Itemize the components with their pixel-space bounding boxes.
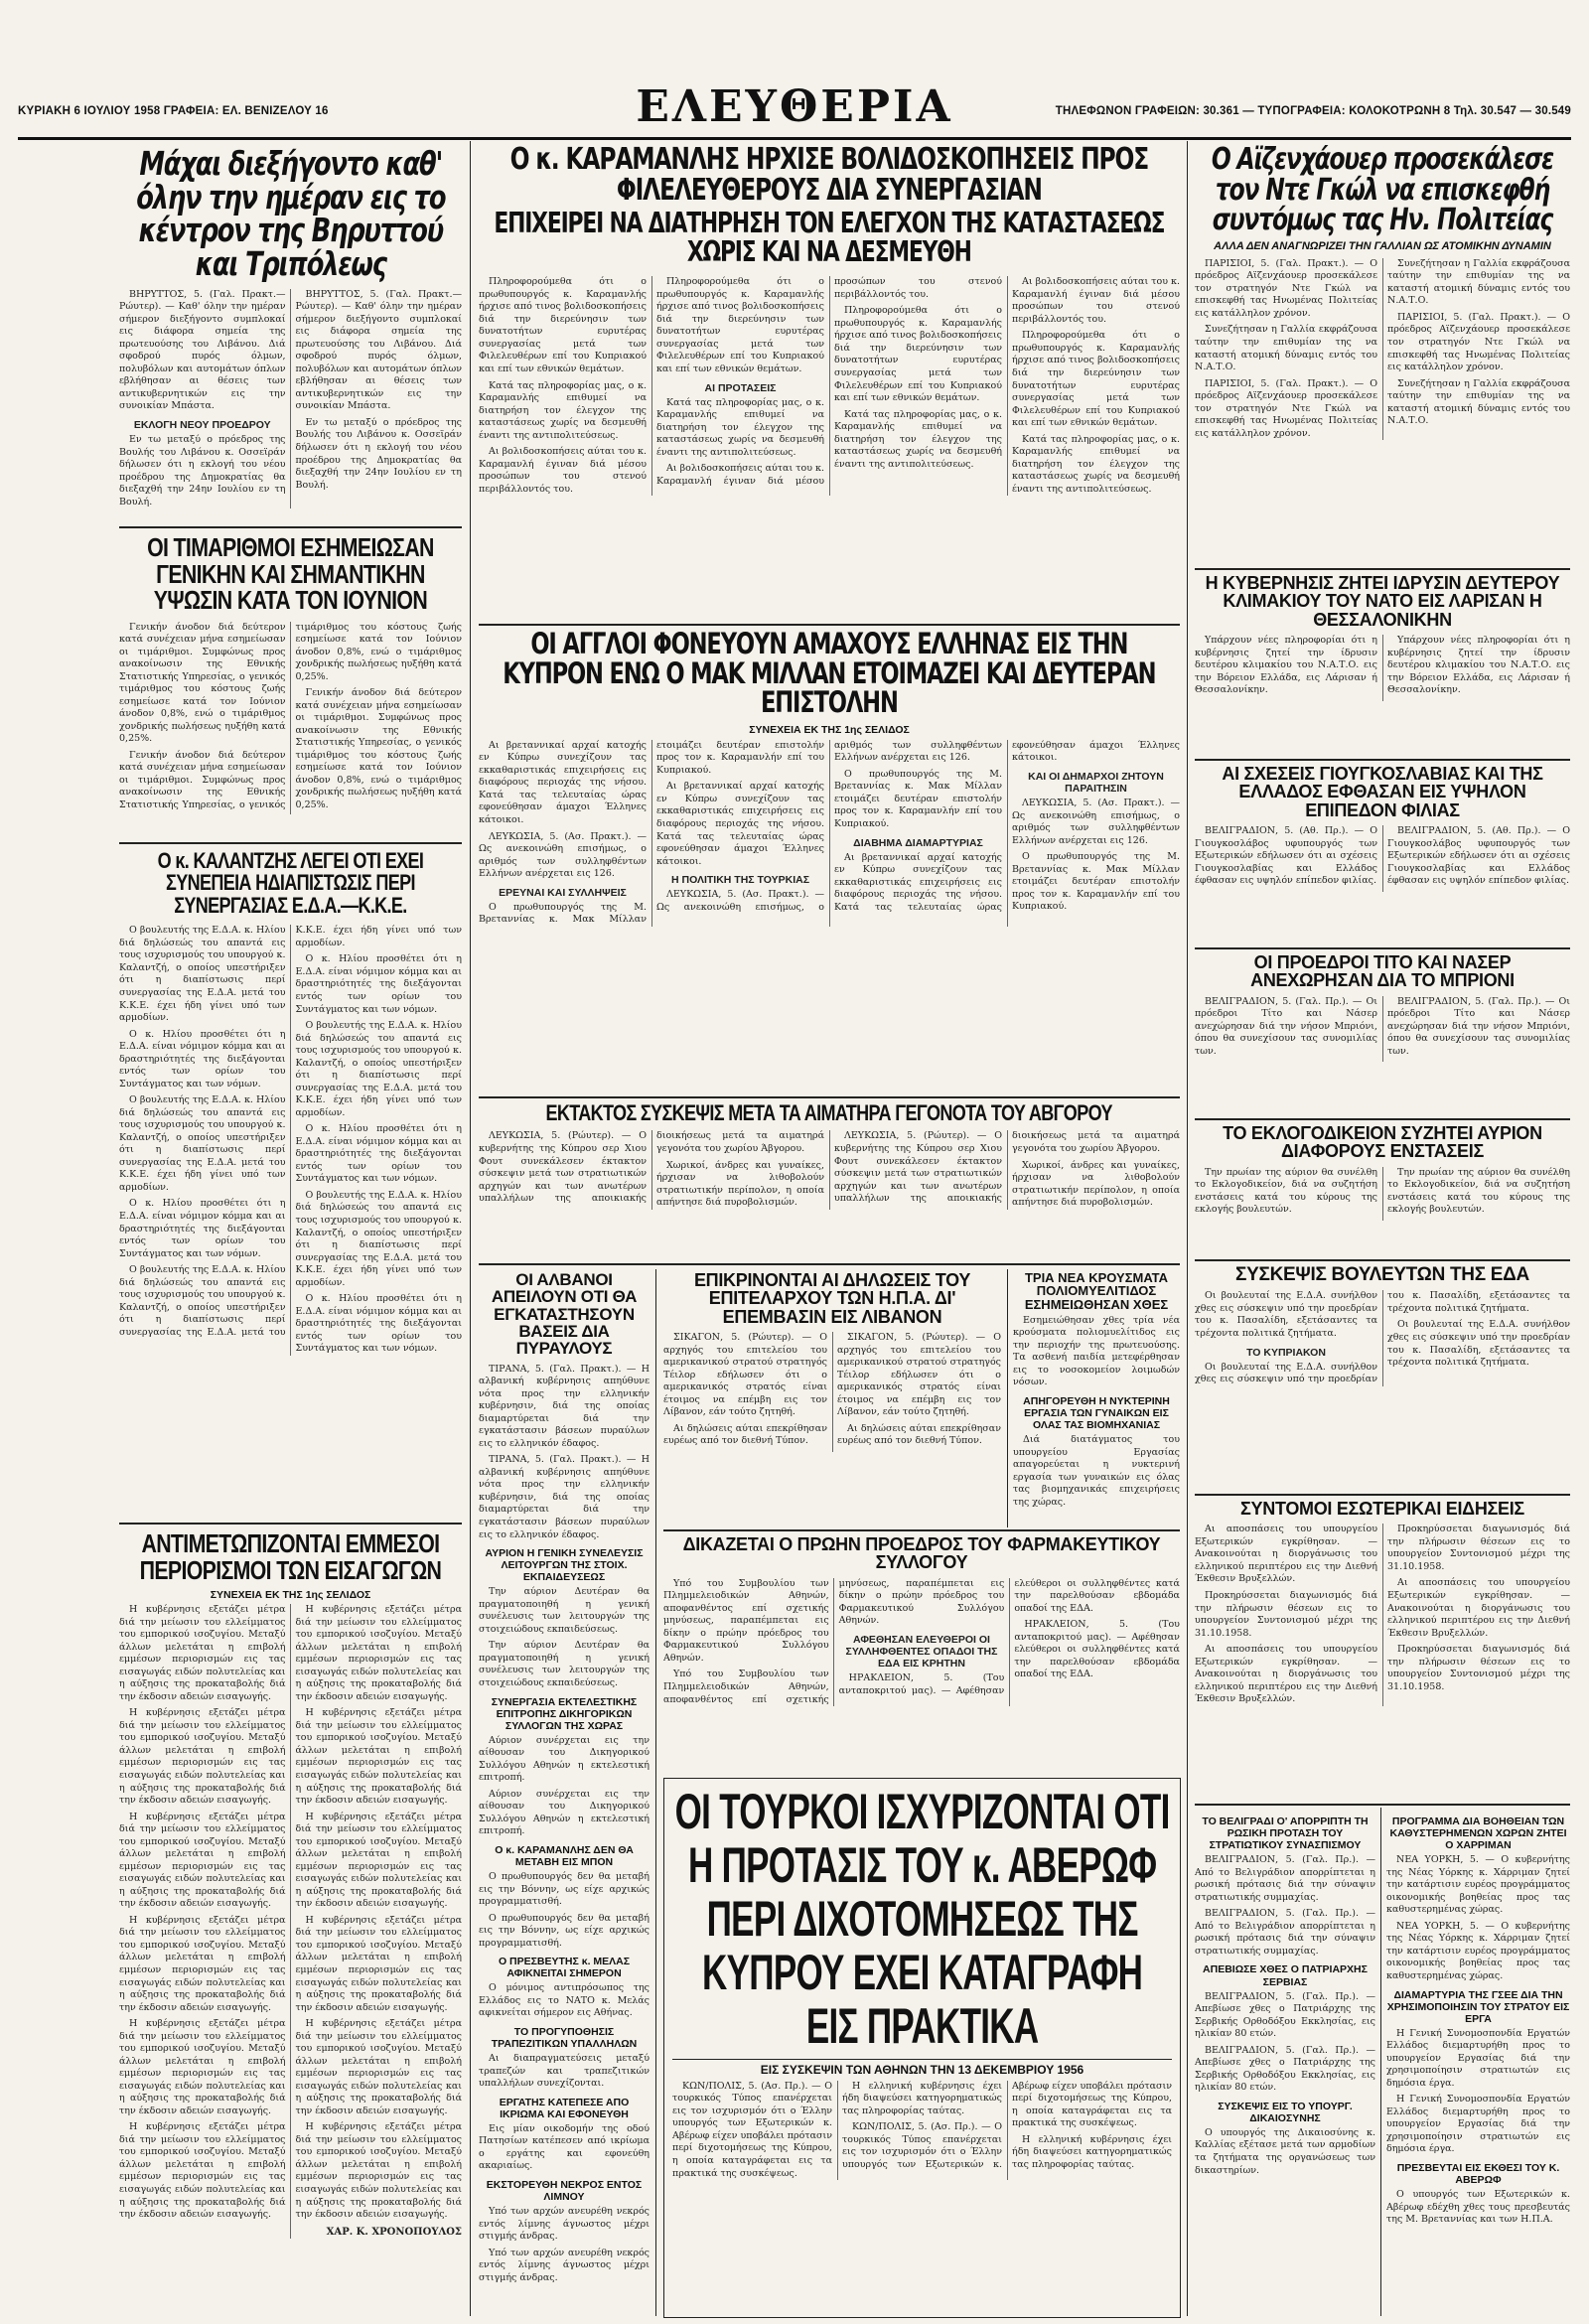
column-rule — [655, 1269, 656, 2316]
article-govt — [1195, 574, 1570, 753]
article-turks — [663, 1778, 1181, 2318]
headline: ΣΥΝΤΟΜΟΙ ΕΣΩΤΕΡΙΚΑΙ ΕΙΔΗΣΕΙΣ — [1240, 1500, 1524, 1519]
article-body: ΛΕΥΚΩΣΙΑ, 5. (Ρώυτερ). — Ο κυβερνήτης της Κύπρου σερ Χιου Φουτ συνεκάλεσεν έκτακτον σύσκεψιν μετά των στρατιωτικών αρχηγών και των ανωτέρων υπαλλήλων της αποικιακής διοικήσεως μετά τα αιματηρά γεγονότα του χωρίου Άβγορου. Χωρικοί, άνδρες και γυναίκες, ήρχισαν να λιθοβολούν στρατιωτικήν περίπολον, η οποία απήντησε διά πυροβολισμών. ΛΕΥΚΩΣΙΑ, 5. (Ρώυτερ). — Ο κυβερνήτης της Κύπρου σερ Χιου Φουτ συνεκάλεσεν έκτακτον σύσκεψιν μετά των στρατιωτικών αρχηγών και των ανωτέρων υπαλλήλων της αποικιακής διοικήσεως μετά τα αιματηρά γεγονότα του χωρίου Άβγορου. Χωρικοί, άνδρες και γυναίκες, ήρχισαν να λιθοβολούν στρατιωτικήν περίπολον, η οποία απήντησε διά πυροβολισμών. — [479, 1130, 1180, 1209]
article-yugoslavia — [1195, 765, 1570, 942]
article-body: Αι βρεταννικαί αρχαί κατοχής εν Κύπρω συνεχίζουν τας εκκαθαριστικάς επιχειρήσεις εις διαφόρους περιοχάς της νήσου. Κατά τας τελευταίας ώρας εφονεύθησαν άμαχοι Έλληνες κάτοικοι. ΛΕΥΚΩΣΙΑ, 5. (Ασ. Πρακτ.). — Ως ανεκοινώθη επισήμως, ο αριθμός των συλληφθέντων Ελλήνων ανέρχεται εις 126. ΕΡΕΥΝΑΙ ΚΑΙ ΣΥΛΛΗΨΕΙΣ Ο πρωθυπουργός της Μ. Βρεταννίας κ. Μακ Μίλλαν ετοιμάζει δευτέραν επιστολήν προς τον κ. Καραμανλήν επί του Κυπριακού. Αι βρεταννικαί αρχαί κατοχής εν Κύπρω συνεχίζουν τας εκκαθαριστικάς επιχειρήσεις εις διαφόρους περιοχάς της νήσου. Κατά τας τελευταίας ώρας εφονεύθησαν άμαχοι Έλληνες κάτοικοι. Η ΠΟΛΙΤΙΚΗ ΤΗΣ ΤΟΥΡΚΙΑΣ ΛΕΥΚΩΣΙΑ, 5. (Ασ. Πρακτ.). — Ως ανεκοινώθη επισήμως, ο αριθμός των συλληφθέντων Ελλήνων ανέρχεται εις 126. Ο πρωθυπουργός της Μ. Βρεταννίας κ. Μακ Μίλλαν ετοιμάζει δευτέραν επιστολήν προς τον κ. Καραμανλήν επί του Κυπριακού. ΔΙΑΒΗΜΑ ΔΙΑΜΑΡΤΥΡΙΑΣ Αι βρεταννικαί αρχαί κατοχής εν Κύπρω συνεχίζουν τας εκκαθαριστικάς επιχειρήσεις εις διαφόρους περιοχάς της νήσου. Κατά τας τελευταίας ώρας εφονεύθησαν άμαχοι Έλληνες κάτοικοι. ΚΑΙ ΟΙ ΔΗΜΑΡΧΟΙ ΖΗΤΟΥΝ ΠΑΡΑΙΤΗΣΙΝ ΛΕΥΚΩΣΙΑ, 5. (Ασ. Πρακτ.). — Ως ανεκοινώθη επισήμως, ο αριθμός των συλληφθέντων Ελλήνων ανέρχεται εις 126. Ο πρωθυπουργός της Μ. Βρεταννίας κ. Μακ Μίλλαν ετοιμάζει δευτέραν επιστολήν προς τον κ. Καραμανλήν επί του Κυπριακού. — [479, 739, 1180, 926]
article-body: Γενικήν άνοδον διά δεύτερον κατά συνέχειαν μήνα εσημείωσαν οι τιμάριθμοι. Συμφώνως προς ανακοίνωσιν της Εθνικής Στατιστικής Υπηρεσίας, ο γενικός τιμάριθμος του κόστους ζωής εσημείωσε κατά τον Ιούνιον άνοδον 0,8%, ενώ ο τιμάριθμος χονδρικής πωλήσεως ηυξήθη κατά 0,25%. Γενικήν άνοδον διά δεύτερον κατά συνέχειαν μήνα εσημείωσαν οι τιμάριθμοι. Συμφώνως προς ανακοίνωσιν της Εθνικής Στατιστικής Υπηρεσίας, ο γενικός τιμάριθμος του κόστους ζωής εσημείωσε κατά τον Ιούνιον άνοδον 0,8%, ενώ ο τιμάριθμος χονδρικής πωλήσεως ηυξήθη κατά 0,25%. Γενικήν άνοδον διά δεύτερον κατά συνέχειαν μήνα εσημείωσαν οι τιμάριθμοι. Συμφώνως προς ανακοίνωσιν της Εθνικής Στατιστικής Υπηρεσίας, ο γενικός τιμάριθμος του κόστους ζωής εσημείωσε κατά τον Ιούνιον άνοδον 0,8%, ενώ ο τιμάριθμος χονδρικής πωλήσεως ηυξήθη κατά 0,25%. — [119, 621, 462, 810]
article-body: Οι βουλευταί της Ε.Δ.Α. συνήλθον χθες εις σύσκεψιν υπό την προεδρίαν του κ. Πασαλίδη, εξετάσαντες τα τρέχοντα πολιτικά ζητήματα. ΤΟ ΚΥΠΡΙΑΚΟΝ Οι βουλευταί της Ε.Δ.Α. συνήλθον χθες εις σύσκεψιν υπό την προεδρίαν του κ. Πασαλίδη, εξετάσαντες τα τρέχοντα πολιτικά ζητήματα. Οι βουλευταί της Ε.Δ.Α. συνήλθον χθες εις σύσκεψιν υπό την προεδρίαν του κ. Πασαλίδη, εξετάσαντες τα τρέχοντα πολιτικά ζητήματα. — [1195, 1290, 1570, 1385]
divider — [479, 624, 1180, 626]
article-aid: ΠΡΟΓΡΑΜΜΑ ΔΙΑ ΒΟΗΘΕΙΑΝ ΤΩΝ ΚΑΘΥΣΤΕΡΗΜΕΝΩΝ ΧΩΡΩΝ ΖΗΤΕΙ Ο ΧΑΡΡΙΜΑΝ ΝΕΑ ΥΟΡΚΗ, 5. — Ο κυβερνήτης της Νέας Υόρκης κ. Χάρριμαν ζητεί την κατάρτισιν ευρέος προγράμματος οικονομικής βοηθείας προς τας καθυστερημένας χώρας. ΝΕΑ ΥΟΡΚΗ, 5. — Ο κυβερνήτης της Νέας Υόρκης κ. Χάρριμαν ζητεί την κατάρτισιν ευρέος προγράμματος οικονομικής βοηθείας προς τας καθυστερημένας χώρας. ΔΙΑΜΑΡΤΥΡΙΑ ΤΗΣ ΓΣΕΕ ΔΙΑ ΤΗΝ ΧΡΗΣΙΜΟΠΟΙΗΣΙΝ ΤΟΥ ΣΤΡΑΤΟΥ ΕΙΣ ΕΡΓΑ Η Γενική Συνομοσπονδία Εργατών Ελλάδος διεμαρτυρήθη προς το υπουργείον Εργασίας διά την χρησιμοποίησιν στρατιωτών εις δημόσια έργα. Η Γενική Συνομοσπονδία Εργατών Ελλάδος διεμαρτυρήθη προς το υπουργείον Εργασίας διά την χρησιμοποίησιν στρατιωτών εις δημόσια έργα. ΠΡΕΣΒΕΥΤΑΙ ΕΙΣ ΕΚΘΕΣΙ ΤΟΥ Κ. ΑΒΕΡΩΦ Ο υπουργός των Εξωτερικών κ. Αβέρωφ εδέχθη χθες τους πρεσβευτάς της Μ. Βρεταννίας και των Η.Π.Α. — [1386, 1816, 1570, 2226]
factories-headline: ΑΠΗΓΟΡΕΥΘΗ Η ΝΥΚΤΕΡΙΝΗ ΕΡΓΑΣΙΑ ΤΩΝ ΓΥΝΑΙΚΩΝ ΕΙΣ ΟΛΑΣ ΤΑΣ ΒΙΟΜΗΧΑΝΙΑΣ — [1023, 1394, 1170, 1432]
subheadline: ΑΛΛΑ ΔΕΝ ΑΝΑΓΝΩΡΙΖΕΙ ΤΗΝ ΓΑΛΛΙΑΝ ΩΣ ΑΤΟΜΙΚΗΝ ΔΥΝΑΜΙΝ — [1214, 239, 1551, 252]
article-tito — [1195, 953, 1570, 1112]
article-avgorou — [479, 1102, 1180, 1257]
article-karamanlis — [479, 145, 1180, 618]
headline: Ο κ. ΚΑΡΑΜΑΝΛΗΣ ΗΡΧΙΣΕ ΒΟΛΙΔΟΣΚΟΠΗΣΕΙΣ ΠΡΟΣ ΦΙΛΕΛΕΥΘΕΡΟΥΣ ΔΙΑ ΣΥΝΕΡΓΑΣΙΑΝ — [509, 145, 1149, 208]
article-body: Ο βουλευτής της Ε.Δ.Α. κ. Ηλίου διά δηλώσεώς του απαντά εις τους ισχυρισμούς του υπουργού κ. Καλαντζή, ο οποίος υπεστήριξεν ότι η διαπίστωσις περί συνεργασίας της Ε.Δ.Α. μετά του Κ.Κ.Ε. έχει ήδη γίνει υπό των αρμοδίων. Ο κ. Ηλίου προσθέτει ότι η Ε.Δ.Α. είναι νόμιμον κόμμα και αι δραστηριότητές της διεξάγονται εντός των ορίων του Συντάγματος και των νόμων. Ο βουλευτής της Ε.Δ.Α. κ. Ηλίου διά δηλώσεώς του απαντά εις τους ισχυρισμούς του υπουργού κ. Καλαντζή, ο οποίος υπεστήριξεν ότι η διαπίστωσις περί συνεργασίας της Ε.Δ.Α. μετά του Κ.Κ.Ε. έχει ήδη γίνει υπό των αρμοδίων. Ο κ. Ηλίου προσθέτει ότι η Ε.Δ.Α. είναι νόμιμον κόμμα και αι δραστηριότητές της διεξάγονται εντός των ορίων του Συντάγματος και των νόμων. Ο βουλευτής της Ε.Δ.Α. κ. Ηλίου διά δηλώσεώς του απαντά εις τους ισχυρισμούς του υπουργού κ. Καλαντζή, ο οποίος υπεστήριξεν ότι η διαπίστωσις περί συνεργασίας της Ε.Δ.Α. μετά του Κ.Κ.Ε. έχει ήδη γίνει υπό των αρμοδίων. Ο κ. Ηλίου προσθέτει ότι η Ε.Δ.Α. είναι νόμιμον κόμμα και αι δραστηριότητές της διεξάγονται εντός των ορίων του Συντάγματος και των νόμων. Ο βουλευτής της Ε.Δ.Α. κ. Ηλίου διά δηλώσεώς του απαντά εις τους ισχυρισμούς του υπουργού κ. Καλαντζή, ο οποίος υπεστήριξεν ότι η διαπίστωσις περί συνεργασίας της Ε.Δ.Α. μετά του Κ.Κ.Ε. έχει ήδη γίνει υπό των αρμοδίων. Ο κ. Ηλίου προσθέτει ότι η Ε.Δ.Α. είναι νόμιμον κόμμα και αι δραστηριότητές της διεξάγονται εντός των ορίων του Συντάγματος και των νόμων. Ο βουλευτής της Ε.Δ.Α. κ. Ηλίου διά δηλώσεώς του απαντά εις τους ισχυρισμούς του υπουργού κ. Καλαντζή, ο οποίος υπεστήριξεν ότι η διαπίστωσις περί συνεργασίας της Ε.Δ.Α. μετά του Κ.Κ.Ε. έχει ήδη γίνει υπό των αρμοδίων. Ο κ. Ηλίου προσθέτει ότι η Ε.Δ.Α. είναι νόμιμον κόμμα και αι δραστηριότητές της διεξάγονται εντός των ορίων του Συντάγματος και των νόμων. — [119, 925, 462, 1355]
article-body: ΠΑΡΙΣΙΟΙ, 5. (Γαλ. Πρακτ.). — Ο πρόεδρος Αϊζενχάουερ προσεκάλεσε τον στρατηγόν Ντε Γκώλ να επισκεφθή τας Ηνωμένας Πολιτείας εις κατάλληλον χρόνον. Συνεζήτησαν η Γαλλία εκφράζουσα ταύτην την επιθυμίαν της να καταστή ατομική δύναμις εντός του Ν.Α.Τ.Ο. ΠΑΡΙΣΙΟΙ, 5. (Γαλ. Πρακτ.). — Ο πρόεδρος Αϊζενχάουερ προσεκάλεσε τον στρατηγόν Ντε Γκώλ να επισκεφθή τας Ηνωμένας Πολιτείας εις κατάλληλον χρόνον. Συνεζήτησαν η Γαλλία εκφράζουσα ταύτην την επιθυμίαν της να καταστή ατομική δύναμις εντός του Ν.Α.Τ.Ο. ΠΑΡΙΣΙΟΙ, 5. (Γαλ. Πρακτ.). — Ο πρόεδρος Αϊζενχάουερ προσεκάλεσε τον στρατηγόν Ντε Γκώλ να επισκεφθή τας Ηνωμένας Πολιτείας εις κατάλληλον χρόνον. Συνεζήτησαν η Γαλλία εκφράζουσα ταύτην την επιθυμίαν της να καταστή ατομική δύναμις εντός του Ν.Α.Τ.Ο. — [1195, 257, 1570, 439]
continued-label: ΣΥΝΕΧΕΙΑ ΕΚ ΤΗΣ 1ης ΣΕΛΙΔΟΣ — [210, 1589, 371, 1602]
divider — [479, 1096, 1180, 1098]
divider — [1195, 1259, 1570, 1261]
column-rule — [1380, 1808, 1381, 2316]
article-body: ΒΗΡΥΤΤΟΣ, 5. (Γαλ. Πρακτ.— Ρώυτερ). — Καθ' όλην την ημέραν σήμερον διεξήγοντο συμπλοκαί εις διάφορα σημεία της πρωτευούσης του Λιβάνου. Διά σφοδρού πυρός όλμων, πολυβόλων και αυτομάτων όπλων εβλήθησαν αι θέσεις των αντικυβερνητικών εις την συνοικίαν Μπάστα. ΕΚΛΟΓΗ ΝΕΟΥ ΠΡΟΕΔΡΟΥ Εν τω μεταξύ ο πρόεδρος της Βουλής του Λιβάνου κ. Οσσεϊράν δήλωσεν ότι η εκλογή του νέου προέδρου της Δημοκρατίας θα διεξαχθή την 24ην Ιουλίου εν τη Βουλή. ΒΗΡΥΤΤΟΣ, 5. (Γαλ. Πρακτ.— Ρώυτερ). — Καθ' όλην την ημέραν σήμερον διεξήγοντο συμπλοκαί εις διάφορα σημεία της πρωτευούσης του Λιβάνου. Διά σφοδρού πυρός όλμων, πολυβόλων και αυτομάτων όπλων εβλήθησαν αι θέσεις των αντικυβερνητικών εις την συνοικίαν Μπάστα. Εν τω μεταξύ ο πρόεδρος της Βουλής του Λιβάνου κ. Οσσεϊράν δήλωσεν ότι η εκλογή του νέου προέδρου της Δημοκρατίας θα διεξαχθή την 24ην Ιουλίου εν τη Βουλή. — [119, 288, 462, 508]
article-pharma — [663, 1535, 1180, 1770]
divider — [663, 1529, 1180, 1531]
justice-headline: ΣΥΣΚΕΨΙΣ ΕΙΣ ΤΟ ΥΠΟΥΡΓ. ΔΙΚΑΙΟΣΥΝΗΣ — [1218, 2100, 1353, 2124]
signature: ΧΑΡ. Κ. ΧΡΟΝΟΠΟΥΛΟΣ — [326, 2226, 462, 2238]
divider — [119, 1523, 462, 1525]
subheadline: ΕΙΣ ΣΥΣΚΕΨΙΝ ΤΩΝ ΑΘΗΝΩΝ ΤΗΝ 13 ΔΕΚΕΜΒΡΙΟΥ 1956 — [672, 2059, 1172, 2078]
headline: ΑΙ ΣΧΕΣΕΙΣ ΓΙΟΥΓΚΟΣΛΑΒΙΑΣ ΚΑΙ ΤΗΣ ΕΛΛΑΔΟΣ ΕΦΘΑΣΑΝ ΕΙΣ ΥΨΗΛΟΝ ΕΠΙΠΕΔΟΝ ΦΙΛΙΑΣ — [1222, 765, 1543, 820]
headline: Η ΚΥΒΕΡΝΗΣΙΣ ΖΗΤΕΙ ΙΔΡΥΣΙΝ ΔΕΥΤΕΡΟΥ ΚΛΙΜΑΚΙΟΥ ΤΟΥ ΝΑΤΟ ΕΙΣ ΛΑΡΙΣΑΝ Η ΘΕΣΣΑΛΟΝΙΚΗΝ — [1205, 574, 1560, 630]
newspaper-title: ΕΛΕΥΘΕΡΙΑ — [636, 81, 953, 132]
column-rule — [1007, 1269, 1008, 1527]
article-body: ΒΕΛΙΓΡΑΔΙΟΝ, 5. (Αθ. Πρ.). — Ο Γιουγκοσλάβος υφυπουργός των Εξωτερικών εδήλωσεν ότι αι σχέσεις Γιουγκοσλαβίας και Ελλάδος έφθασαν εις υψηλόν επίπεδον φιλίας. ΒΕΛΙΓΡΑΔΙΟΝ, 5. (Αθ. Πρ.). — Ο Γιουγκοσλάβος υφυπουργός των Εξωτερικών εδήλωσεν ότι αι σχέσεις Γιουγκοσλαβίας και Ελλάδος έφθασαν εις υψηλόν επίπεδον φιλίας. — [1195, 825, 1570, 887]
masthead — [18, 81, 1571, 140]
headline: ΑΝΤΙΜΕΤΩΠΙΖΟΝΤΑΙ ΕΜΜΕΣΟΙ ΠΕΡΙΟΡΙΣΜΟΙ ΤΩΝ ΕΙΣΑΓΩΓΩΝ — [139, 1530, 442, 1585]
column-rule — [470, 141, 471, 2316]
article-body: Πληροφορούμεθα ότι ο πρωθυπουργός κ. Καραμανλής ήρχισε από τινος βολιδοσκοπήσεις διά την διερεύνησιν των δυνατοτήτων ευρυτέρας συνεργασίας μετά των Φιλελευθέρων επί του Κυπριακού και επί των εθνικών θεμάτων. Κατά τας πληροφορίας μας, ο κ. Καραμανλής επιθυμεί να διατηρήση τον έλεγχον της καταστάσεως χωρίς να δεσμευθή έναντι της αντιπολιτεύσεως. Αι βολιδοσκοπήσεις αύται του κ. Καραμανλή έγιναν διά μέσου προσώπων του στενού περιβάλλοντός του. Πληροφορούμεθα ότι ο πρωθυπουργός κ. Καραμανλής ήρχισε από τινος βολιδοσκοπήσεις διά την διερεύνησιν των δυνατοτήτων ευρυτέρας συνεργασίας μετά των Φιλελευθέρων επί του Κυπριακού και επί των εθνικών θεμάτων. ΑΙ ΠΡΟΤΑΣΕΙΣ Κατά τας πληροφορίας μας, ο κ. Καραμανλής επιθυμεί να διατηρήση τον έλεγχον της καταστάσεως χωρίς να δεσμευθή έναντι της αντιπολιτεύσεως. Αι βολιδοσκοπήσεις αύται του κ. Καραμανλή έγιναν διά μέσου προσώπων του στενού περιβάλλοντός του. Πληροφορούμεθα ότι ο πρωθυπουργός κ. Καραμανλής ήρχισε από τινος βολιδοσκοπήσεις διά την διερεύνησιν των δυνατοτήτων ευρυτέρας συνεργασίας μετά των Φιλελευθέρων επί του Κυπριακού και επί των εθνικών θεμάτων. Κατά τας πληροφορίας μας, ο κ. Καραμανλής επιθυμεί να διατηρήση τον έλεγχον της καταστάσεως χωρίς να δεσμευθή έναντι της αντιπολιτεύσεως. Αι βολιδοσκοπήσεις αύται του κ. Καραμανλή έγιναν διά μέσου προσώπων του στενού περιβάλλοντός του. Πληροφορούμεθα ότι ο πρωθυπουργός κ. Καραμανλής ήρχισε από τινος βολιδοσκοπήσεις διά την διερεύνησιν των δυνατοτήτων ευρυτέρας συνεργασίας μετά των Φιλελευθέρων επί του Κυπριακού και επί των εθνικών θεμάτων. Κατά τας πληροφορίας μας, ο κ. Καραμανλής επιθυμεί να διατηρήση τον έλεγχον της καταστάσεως χωρίς να δεσμευθή έναντι της αντιπολιτεύσεως. — [479, 276, 1180, 495]
headline: ΕΠΙΚΡΙΝΟΝΤΑΙ ΑΙ ΔΗΛΩΣΕΙΣ ΤΟΥ ΕΠΙΤΕΛΑΡΧΟΥ ΤΩΝ Η.Π.Α. ΔΙ' ΕΠΕΜΒΑΣΙΝ ΕΙΣ ΛΙΒΑΝΟΝ — [693, 1271, 971, 1327]
divider — [479, 1263, 1180, 1265]
article-body: Εσημειώθησαν χθες τρία νέα κρούσματα πολιομυελίτιδος εις την περιοχήν της πρωτευούσης. Τα ασθενή παιδία μετεφέρθησαν εις το νοσοκομείον λοιμωδών νόσων. — [1013, 1314, 1180, 1388]
subheadline: ΕΠΙΧΕΙΡΕΙ ΝΑ ΔΙΑΤΗΡΗΣΗ ΤΟΝ ΕΛΕΓΧΟΝ ΤΗΣ ΚΑΤΑΣΤΑΣΕΩΣ ΧΩΡΙΣ ΚΑΙ ΝΑ ΔΕΣΜΕΥΘΗ — [494, 207, 1165, 268]
article-body: ΣΙΚΑΓΟΝ, 5. (Ρώυτερ). — Ο αρχηγός του επιτελείου του αμερικανικού στρατού στρατηγός Τέιλορ εδήλωσεν ότι ο αμερικανικός στρατός είναι έτοιμος να επέμβη εις τον Λίβανον, εάν τούτο ζητηθή. Αι δηλώσεις αύται επεκρίθησαν ευρέως από τον διεθνή Τύπον. ΣΙΚΑΓΟΝ, 5. (Ρώυτερ). — Ο αρχηγός του επιτελείου του αμερικανικού στρατού στρατηγός Τέιλορ εδήλωσεν ότι ο αμερικανικός στρατός είναι έτοιμος να επέμβη εις τον Λίβανον, εάν τούτο ζητηθή. Αι δηλώσεις αύται επεκρίθησαν ευρέως από τον διεθνή Τύπον. — [663, 1332, 1001, 1447]
article-body: ΚΩΝ/ΠΟΛΙΣ, 5. (Ασ. Πρ.). — Ο τουρκικός Τύπος επανέρχεται εις τον ισχυρισμόν ότι ο Έλλην υπουργός των Εξωτερικών κ. Αβέρωφ είχεν υποβάλει πρότασιν περί διχοτομήσεως της Κύπρου, η οποία καταγράφεται εις τα πρακτικά της συσκέψεως. Η ελληνική κυβέρνησις έχει ήδη διαψεύσει κατηγορηματικώς τας πληροφορίας ταύτας. ΚΩΝ/ΠΟΛΙΣ, 5. (Ασ. Πρ.). — Ο τουρκικός Τύπος επανέρχεται εις τον ισχυρισμόν ότι ο Έλλην υπουργός των Εξωτερικών κ. Αβέρωφ είχεν υποβάλει πρότασιν περί διχοτομήσεως της Κύπρου, η οποία καταγράφεται εις τα πρακτικά της συσκέψεως. Η ελληνική κυβέρνησις έχει ήδη διαψεύσει κατηγορηματικώς τας πληροφορίας ταύτας. — [672, 2080, 1172, 2179]
headline: ΟΙ ΤΟΥΡΚΟΙ ΙΣΧΥΡΙΖΟΝΤΑΙ ΟΤΙ Η ΠΡΟΤΑΣΙΣ ΤΟΥ κ. ΑΒΕΡΩΦ ΠΕΡΙ ΔΙΧΟΤΟΜΗΣΕΩΣ ΤΗΣ ΚΥΠΡΟΥ ΕΧΕΙ ΚΑΤΑΓΡΑΦΗ ΕΙΣ ΠΡΑΚΤΙΚΑ — [674, 1784, 1170, 2054]
article-us-envoy — [663, 1271, 1001, 1520]
gsee-headline: ΔΙΑΜΑΡΤΥΡΙΑ ΤΗΣ ΓΣΕΕ ΔΙΑ ΤΗΝ ΧΡΗΣΙΜΟΠΟΙΗΣΙΝ ΤΟΥ ΣΤΡΑΤΟΥ ΕΙΣ ΕΡΓΑ — [1386, 1988, 1570, 2025]
article-body: Υπάρχουν νέες πληροφορίαι ότι η κυβέρνησις ζητεί την ίδρυσιν δευτέρου κλιμακίου του Ν.Α.Τ.Ο. εις την Βόρειον Ελλάδα, εις Λάρισαν ή Θεσσαλονίκην. Υπάρχουν νέες πληροφορίαι ότι η κυβέρνησις ζητεί την ίδρυσιν δευτέρου κλιμακίου του Ν.Α.Τ.Ο. εις την Βόρειον Ελλάδα, εις Λάρισαν ή Θεσσαλονίκην. — [1195, 635, 1570, 696]
article-cyprus — [479, 630, 1180, 1090]
headline: ΤΡΙΑ ΝΕΑ ΚΡΟΥΣΜΑΤΑ ΠΟΛΙΟΜΥΕΛΙΤΙΔΟΣ ΕΣΗΜΕΙΩΘΗΣΑΝ ΧΘΕΣ — [1024, 1271, 1169, 1312]
article-polio: ΤΡΙΑ ΝΕΑ ΚΡΟΥΣΜΑΤΑ ΠΟΛΙΟΜΥΕΛΙΤΙΔΟΣ ΕΣΗΜΕΙΩΘΗΣΑΝ ΧΘΕΣ Εσημειώθησαν χθες τρία νέα κρούσματα πολιομυελίτιδος εις την περιοχήν της πρωτευούσης. Τα ασθενή παιδία μετεφέρθησαν εις το νοσοκομείον λοιμωδών νόσων. ΑΠΗΓΟΡΕΥΘΗ Η ΝΥΚΤΕΡΙΝΗ ΕΡΓΑΣΙΑ ΤΩΝ ΓΥΝΑΙΚΩΝ ΕΙΣ ΟΛΑΣ ΤΑΣ ΒΙΟΜΗΧΑΝΙΑΣ Διά διατάγματος του υπουργείου Εργασίας απαγορεύεται η νυκτερινή εργασία των γυναικών εις όλας τας βιομηχανικάς επιχειρήσεις της χώρας. — [1013, 1271, 1180, 1508]
averof-headline: ΠΡΕΣΒΕΥΤΑΙ ΕΙΣ ΕΚΘΕΣΙ ΤΟΥ Κ. ΑΒΕΡΩΦ — [1396, 2162, 1560, 2187]
headline: ΟΙ ΑΓΓΛΟΙ ΦΟΝΕΥΟΥΝ ΑΜΑΧΟΥΣ ΕΛΛΗΝΑΣ ΕΙΣ ΤΗΝ ΚΥΠΡΟΝ ΕΝΩ Ο ΜΑΚ ΜΙΛΛΑΝ ΕΤΟΙΜΑΖΕΙ ΚΑΙ ΔΕΥΤΕΡΑΝ ΕΠΙΣΤΟΛΗΝ — [503, 630, 1156, 720]
article-russian: ΤΟ ΒΕΛΙΓΡΑΔΙ Ο' ΑΠΟΡΡΙΠΤΗ ΤΗ ΡΩΣΙΚΗ ΠΡΟΤΑΣΗ ΤΟΥ ΣΤΡΑΤΙΩΤΙΚΟΥ ΣΥΝΑΣΠΙΣΜΟΥ ΒΕΛΙΓΡΑΔΙΟΝ, 5. (Γαλ. Πρ.). — Από το Βελιγράδιον απορρίπτεται η ρωσική πρότασις διά την σύναψιν στρατιωτικής συμμαχίας. ΒΕΛΙΓΡΑΔΙΟΝ, 5. (Γαλ. Πρ.). — Από το Βελιγράδιον απορρίπτεται η ρωσική πρότασις διά την σύναψιν στρατιωτικής συμμαχίας. ΑΠΕΒΙΩΣΕ ΧΘΕΣ Ο ΠΑΤΡΙΑΡΧΗΣ ΣΕΡΒΙΑΣ ΒΕΛΙΓΡΑΔΙΟΝ, 5. (Γαλ. Πρ.). — Απεβίωσε χθες ο Πατριάρχης της Σερβικής Ορθοδόξου Εκκλησίας, εις ηλικίαν 80 ετών. ΒΕΛΙΓΡΑΔΙΟΝ, 5. (Γαλ. Πρ.). — Απεβίωσε χθες ο Πατριάρχης της Σερβικής Ορθοδόξου Εκκλησίας, εις ηλικίαν 80 ετών. ΣΥΣΚΕΨΙΣ ΕΙΣ ΤΟ ΥΠΟΥΡΓ. ΔΙΚΑΙΟΣΥΝΗΣ Ο υπουργός της Δικαιοσύνης κ. Καλλίας εξέτασε μετά των αρμοδίων τα ζητήματα της οργανώσεως των δικαστηρίων. — [1195, 1816, 1375, 2176]
divider — [1195, 947, 1570, 949]
divider — [1195, 1804, 1570, 1806]
divider — [1195, 759, 1570, 761]
headline: ΤΟ ΕΚΛΟΓΟΔΙΚΕΙΟΝ ΣΥΖΗΤΕΙ ΑΥΡΙΟΝ ΔΙΑΦΟΡΟΥΣ ΕΝΣΤΑΣΕΙΣ — [1223, 1124, 1542, 1162]
divider — [119, 526, 462, 528]
masthead-phones: ΤΗΛΕΦΩΝΟΝ ΓΡΑΦΕΙΩΝ: 30.361 — ΤΥΠΟΓΡΑΦΕΙΑ: ΚΟΛΟΚΟΤΡΩΝΗ 8 Τηλ. 30.547 — 30.549 — [1055, 105, 1571, 117]
article-kalantzis — [119, 850, 462, 1516]
article-body: ΒΕΛΙΓΡΑΔΙΟΝ, 5. (Γαλ. Πρ.). — Οι πρόεδροι Τίτο και Νάσερ ανεχώρησαν διά την νήσον Μπριόνι, όπου θα συνεχίσουν τας συνομιλίας των. ΒΕΛΙΓΡΑΔΙΟΝ, 5. (Γαλ. Πρ.). — Οι πρόεδροι Τίτο και Νάσερ ανεχώρησαν διά την νήσον Μπριόνι, όπου θα συνεχίσουν τας συνομιλίας των. — [1195, 995, 1570, 1057]
divider — [119, 842, 462, 844]
article-body: Αι αποσπάσεις του υπουργείου Εξωτερικών εγκρίθησαν. — Ανακοινούται η διοργάνωσις του ελληνικού περιπτέρου εις την Διεθνή Έκθεσιν Βρυξελλών. Προκηρύσσεται διαγωνισμός διά την πλήρωσιν θέσεων εις το υπουργείον Συντονισμού μέχρι της 31.10.1958. Αι αποσπάσεις του υπουργείου Εξωτερικών εγκρίθησαν. — Ανακοινούται η διοργάνωσις του ελληνικού περιπτέρου εις την Διεθνή Έκθεσιν Βρυξελλών. Προκηρύσσεται διαγωνισμός διά την πλήρωσιν θέσεων εις το υπουργείον Συντονισμού μέχρι της 31.10.1958. Αι αποσπάσεις του υπουργείου Εξωτερικών εγκρίθησαν. — Ανακοινούται η διοργάνωσις του ελληνικού περιπτέρου εις την Διεθνή Έκθεσιν Βρυξελλών. Προκηρύσσεται διαγωνισμός διά την πλήρωσιν θέσεων εις το υπουργείον Συντονισμού μέχρι της 31.10.1958. — [1195, 1524, 1570, 1705]
headline: ΤΟ ΒΕΛΙΓΡΑΔΙ Ο' ΑΠΟΡΡΙΠΤΗ ΤΗ ΡΩΣΙΚΗ ΠΡΟΤΑΣΗ ΤΟΥ ΣΤΡΑΤΙΩΤΙΚΟΥ ΣΥΝΑΣΠΙΣΜΟΥ — [1202, 1816, 1369, 1852]
article-timarithmoi — [119, 534, 462, 832]
headline: Ο κ. ΚΑΛΑΝΤΖΗΣ ΛΕΓΕΙ ΟΤΙ ΕΧΕΙ ΣΥΝΕΠΕΙΑ ΗΔΙΑΠΙΣΤΩΣΙΣ ΠΕΡΙ ΣΥΝΕΡΓΑΣΙΑΣ Ε.Δ.Α.—Κ.Κ.Ε. — [157, 850, 424, 918]
headline: ΟΙ ΠΡΟΕΔΡΟΙ ΤΙΤΟ ΚΑΙ ΝΑΣΕΡ ΑΝΕΧΩΡΗΣΑΝ ΔΙΑ ΤΟ ΜΠΡΙΟΝΙ — [1250, 953, 1515, 991]
headline: ΕΚΤΑΚΤΟΣ ΣΥΣΚΕΨΙΣ ΜΕΤΑ ΤΑ ΑΙΜΑΤΗΡΑ ΓΕΓΟΝΟΤΑ ΤΟΥ ΑΒΓΟΡΟΥ — [545, 1102, 1113, 1125]
divider — [1195, 1118, 1570, 1120]
headline: Μάχαι διεξήγοντο καθ' όλην την ημέραν εις το κέντρον της Βηρυττού και Τριπόλεως — [135, 147, 446, 283]
article-brief-domestic — [1195, 1500, 1570, 1798]
headline: ΟΙ ΑΛΒΑΝΟΙ ΑΠΕΙΛΟΥΝ ΟΤΙ ΘΑ ΕΓΚΑΤΑΣΤΗΣΟΥΝ ΒΑΣΕΙΣ ΔΙΑ ΠΥΡΑΥΛΟΥΣ — [491, 1271, 638, 1359]
article-imports — [119, 1530, 462, 2315]
masthead-date-address: ΚΥΡΙΑΚΗ 6 ΙΟΥΛΙΟΥ 1958 ΓΡΑΦΕΙΑ: ΕΛ. ΒΕΝΙΖΕΛΟΥ 16 — [18, 105, 329, 117]
divider — [1195, 1494, 1570, 1496]
headline: ΣΥΣΚΕΨΙΣ ΒΟΥΛΕΥΤΩΝ ΤΗΣ ΕΔΑ — [1235, 1265, 1529, 1285]
article-body: Η κυβέρνησις εξετάζει μέτρα διά την μείωσιν του ελλείμματος του εμπορικού ισοζυγίου. Μεταξύ άλλων μελετάται η επιβολή εμμέσων περιορισμών εις τας εισαγωγάς ειδών πολυτελείας και η αύξησις της προκαταβολής διά την έκδοσιν αδειών εισαγωγής. Η κυβέρνησις εξετάζει μέτρα διά την μείωσιν του ελλείμματος του εμπορικού ισοζυγίου. Μεταξύ άλλων μελετάται η επιβολή εμμέσων περιορισμών εις τας εισαγωγάς ειδών πολυτελείας και η αύξησις της προκαταβολής διά την έκδοσιν αδειών εισαγωγής. Η κυβέρνησις εξετάζει μέτρα διά την μείωσιν του ελλείμματος του εμπορικού ισοζυγίου. Μεταξύ άλλων μελετάται η επιβολή εμμέσων περιορισμών εις τας εισαγωγάς ειδών πολυτελείας και η αύξησις της προκαταβολής διά την έκδοσιν αδειών εισαγωγής. Η κυβέρνησις εξετάζει μέτρα διά την μείωσιν του ελλείμματος του εμπορικού ισοζυγίου. Μεταξύ άλλων μελετάται η επιβολή εμμέσων περιορισμών εις τας εισαγωγάς ειδών πολυτελείας και η αύξησις της προκαταβολής διά την έκδοσιν αδειών εισαγωγής. Η κυβέρνησις εξετάζει μέτρα διά την μείωσιν του ελλείμματος του εμπορικού ισοζυγίου. Μεταξύ άλλων μελετάται η επιβολή εμμέσων περιορισμών εις τας εισαγωγάς ειδών πολυτελείας και η αύξησις της προκαταβολής διά την έκδοσιν αδειών εισαγωγής. Η κυβέρνησις εξετάζει μέτρα διά την μείωσιν του ελλείμματος του εμπορικού ισοζυγίου. Μεταξύ άλλων μελετάται η επιβολή εμμέσων περιορισμών εις τας εισαγωγάς ειδών πολυτελείας και η αύξησις της προκαταβολής διά την έκδοσιν αδειών εισαγωγής. Η κυβέρνησις εξετάζει μέτρα διά την μείωσιν του ελλείμματος του εμπορικού ισοζυγίου. Μεταξύ άλλων μελετάται η επιβολή εμμέσων περιορισμών εις τας εισαγωγάς ειδών πολυτελείας και η αύξησις της προκαταβολής διά την έκδοσιν αδειών εισαγωγής. Η κυβέρνησις εξετάζει μέτρα διά την μείωσιν του ελλείμματος του εμπορικού ισοζυγίου. Μεταξύ άλλων μελετάται η επιβολή εμμέσων περιορισμών εις τας εισαγωγάς ειδών πολυτελείας και η αύξησις της προκαταβολής διά την έκδοσιν αδειών εισαγωγής. Η κυβέρνησις εξετάζει μέτρα διά την μείωσιν του ελλείμματος του εμπορικού ισοζυγίου. Μεταξύ άλλων μελετάται η επιβολή εμμέσων περιορισμών εις τας εισαγωγάς ειδών πολυτελείας και η αύξησις της προκαταβολής διά την έκδοσιν αδειών εισαγωγής. Η κυβέρνησις εξετάζει μέτρα διά την μείωσιν του ελλείμματος του εμπορικού ισοζυγίου. Μεταξύ άλλων μελετάται η επιβολή εμμέσων περιορισμών εις τας εισαγωγάς ειδών πολυτελείας και η αύξησις της προκαταβολής διά την έκδοσιν αδειών εισαγωγής. Η κυβέρνησις εξετάζει μέτρα διά την μείωσιν του ελλείμματος του εμπορικού ισοζυγίου. Μεταξύ άλλων μελετάται η επιβολή εμμέσων περιορισμών εις τας εισαγωγάς ειδών πολυτελείας και η αύξησις της προκαταβολής διά την έκδοσιν αδειών εισαγωγής. Η κυβέρνησις εξετάζει μέτρα διά την μείωσιν του ελλείμματος του εμπορικού ισοζυγίου. Μεταξύ άλλων μελετάται η επιβολή εμμέσων περιορισμών εις τας εισαγωγάς ειδών πολυτελείας και η αύξησις της προκαταβολής διά την έκδοσιν αδειών εισαγωγής. ΧΑΡ. Κ. ΧΡΟΝΟΠΟΥΛΟΣ — [119, 1604, 462, 2238]
column-rule — [1187, 141, 1188, 2316]
article-body: ΤΙΡΑΝΑ, 5. (Γαλ. Πρακτ.). — Η αλβανική κυβέρνησις απηύθυνε νότα προς την ελληνικήν κυβέρνησιν, διά της οποίας διαμαρτύρεται διά την εγκατάστασιν βάσεων πυραύλων εις το ελληνικόν έδαφος. ΤΙΡΑΝΑ, 5. (Γαλ. Πρακτ.). — Η αλβανική κυβέρνησις απηύθυνε νότα προς την ελληνικήν κυβέρνησιν, διά της οποίας διαμαρτύρεται διά την εγκατάστασιν βάσεων πυραύλων εις το ελληνικόν έδαφος. — [479, 1363, 650, 1540]
article-body: Την πρωίαν της αύριον θα συνέλθη το Εκλογοδικείον, διά να συζητήση ενστάσεις κατά του κύρους της εκλογής βουλευτών. Την πρωίαν της αύριον θα συνέλθη το Εκλογοδικείον, διά να συζητήση ενστάσεις κατά του κύρους της εκλογής βουλευτών. — [1195, 1166, 1570, 1216]
divider — [1195, 568, 1570, 570]
headline: ΟΙ ΤΙΜΑΡΙΘΜΟΙ ΕΣΗΜΕΙΩΣΑΝ ΓΕΝΙΚΗΝ ΚΑΙ ΣΗΜΑΝΤΙΚΗΝ ΥΨΩΣΙΝ ΚΑΤΑ ΤΟΝ ΙΟΥΝΙΟΝ — [147, 534, 434, 616]
headline: ΔΙΚΑΖΕΤΑΙ Ο ΠΡΩΗΝ ΠΡΟΕΔΡΟΣ ΤΟΥ ΦΑΡΜΑΚΕΥΤΙΚΟΥ ΣΥΛΛΟΓΟΥ — [682, 1535, 1161, 1573]
headline: ΠΡΟΓΡΑΜΜΑ ΔΙΑ ΒΟΗΘΕΙΑΝ ΤΩΝ ΚΑΘΥΣΤΕΡΗΜΕΝΩΝ ΧΩΡΩΝ ΖΗΤΕΙ Ο ΧΑΡΡΙΜΑΝ — [1389, 1816, 1567, 1852]
article-body: Υπό του Συμβουλίου των Πλημμελειοδικών Αθηνών, αποφανθέντος επί σχετικής μηνύσεως, παραπέμπεται εις δίκην ο πρώην πρόεδρος του Φαρμακευτικού Συλλόγου Αθηνών. Υπό του Συμβουλίου των Πλημμελειοδικών Αθηνών, αποφανθέντος επί σχετικής μηνύσεως, παραπέμπεται εις δίκην ο πρώην πρόεδρος του Φαρμακευτικού Συλλόγου Αθηνών. ΑΦΕΘΗΣΑΝ ΕΛΕΥΘΕΡΟΙ ΟΙ ΣΥΛΛΗΦΘΕΝΤΕΣ ΟΠΑΔΟΙ ΤΗΣ ΕΔΑ ΕΙΣ ΚΡΗΤΗΝ ΗΡΑΚΛΕΙΟΝ, 5. (Του ανταποκριτού μας). — Αφέθησαν ελεύθεροι οι συλληφθέντες κατά την παρελθούσαν εβδομάδα οπαδοί της ΕΔΑ. ΗΡΑΚΛΕΙΟΝ, 5. (Του ανταποκριτού μας). — Αφέθησαν ελεύθεροι οι συλληφθέντες κατά την παρελθούσαν εβδομάδα οπαδοί της ΕΔΑ. — [663, 1577, 1180, 1705]
headline: Ο Αϊζενχάουερ προσεκάλεσε τον Ντε Γκώλ να επισκεφθή συντόμως τας Ην. Πολιτείας — [1211, 145, 1554, 238]
article-beirut — [119, 147, 462, 520]
article-electoral — [1195, 1124, 1570, 1253]
continued-label: ΣΥΝΕΧΕΙΑ ΕΚ ΤΗΣ 1ης ΣΕΛΙΔΟΣ — [749, 723, 910, 736]
article-eda-mps — [1195, 1265, 1570, 1488]
article-albanians: ΟΙ ΑΛΒΑΝΟΙ ΑΠΕΙΛΟΥΝ ΟΤΙ ΘΑ ΕΓΚΑΤΑΣΤΗΣΟΥΝ ΒΑΣΕΙΣ ΔΙΑ ΠΥΡΑΥΛΟΥΣ ΤΙΡΑΝΑ, 5. (Γαλ. Πρακτ.). — Η αλβανική κυβέρνησις απηύθυνε νότα προς την ελληνικήν κυβέρνησιν, διά της οποίας διαμαρτύρεται διά την εγκατάστασιν βάσεων πυραύλων εις το ελληνικόν έδαφος. ΤΙΡΑΝΑ, 5. (Γαλ. Πρακτ.). — Η αλβανική κυβέρνησις απηύθυνε νότα προς την ελληνικήν κυβέρνησιν, διά της οποίας διαμαρτύρεται διά την εγκατάστασιν βάσεων πυραύλων εις το ελληνικόν έδαφος. ΑΥΡΙΟΝ Η ΓΕΝΙΚΗ ΣΥΝΕΛΕΥΣΙΣ ΛΕΙΤΟΥΡΓΩΝ ΤΗΣ ΣΤΟΙΧ. ΕΚΠΑΙΔΕΥΣΕΩΣ Την αύριον Δευτέραν θα πραγματοποιηθή η γενική συνέλευσις των λειτουργών της στοιχειώδους εκπαιδεύσεως. Την αύριον Δευτέραν θα πραγματοποιηθή η γενική συνέλευσις των λειτουργών της στοιχειώδους εκπαιδεύσεως. ΣΥΝΕΡΓΑΣΙΑ ΕΚΤΕΛΕΣΤΙΚΗΣ ΕΠΙΤΡΟΠΗΣ ΔΙΚΗΓΟΡΙΚΩΝ ΣΥΛΛΟΓΩΝ ΤΗΣ ΧΩΡΑΣ Αύριον συνέρχεται εις την αίθουσαν του Δικηγορικού Συλλόγου Αθηνών η εκτελεστική επιτροπή. Αύριον συνέρχεται εις την αίθουσαν του Δικηγορικού Συλλόγου Αθηνών η εκτελεστική επιτροπή. Ο κ. ΚΑΡΑΜΑΝΛΗΣ ΔΕΝ ΘΑ ΜΕΤΑΒΗ ΕΙΣ ΜΠΟΝ Ο πρωθυπουργός δεν θα μεταβή εις την Βόννην, ως είχε αρχικώς προγραμματισθή. Ο πρωθυπουργός δεν θα μεταβή εις την Βόννην, ως είχε αρχικώς προγραμματισθή. Ο ΠΡΕΣΒΕΥΤΗΣ κ. ΜΕΛΑΣ ΑΦΙΚΝΕΙΤΑΙ ΣΗΜΕΡΟΝ Ο μόνιμος αντιπρόσωπος της Ελλάδος εις το ΝΑΤΟ κ. Μελάς αφικνείται σήμερον εις Αθήνας. ΤΟ ΠΡΟΓΥΠΟΘΗΣΙΣ ΤΡΑΠΕΖΙΤΙΚΩΝ ΥΠΑΛΛΗΛΩΝ Αι διαπραγματεύσεις μεταξύ τραπεζών και τραπεζιτικών υπαλλήλων συνεχίζονται. ΕΡΓΑΤΗΣ ΚΑΤΕΠΕΣΕ ΑΠΟ ΙΚΡΙΩΜΑ ΚΑΙ ΕΦΟΝΕΥΘΗ Εις μίαν οικοδομήν της οδού Πατησίων κατέπεσεν από ικρίωμα ο εργάτης και εφονεύθη ακαριαίως. ΕΚΣΤΟΡΕΥΘΗ ΝΕΚΡΟΣ ΕΝΤΟΣ ΛΙΜΝΟΥ Υπό των αρχών ανευρέθη νεκρός εντός λίμνης άγνωστος μέχρι στιγμής άνδρας. Υπό των αρχών ανευρέθη νεκρός εντός λίμνης άγνωστος μέχρι στιγμής άνδρας. — [479, 1271, 650, 2283]
tito2-headline: ΑΠΕΒΙΩΣΕ ΧΘΕΣ Ο ΠΑΤΡΙΑΡΧΗΣ ΣΕΡΒΙΑΣ — [1203, 1963, 1368, 1988]
article-eisenhower — [1195, 145, 1570, 562]
